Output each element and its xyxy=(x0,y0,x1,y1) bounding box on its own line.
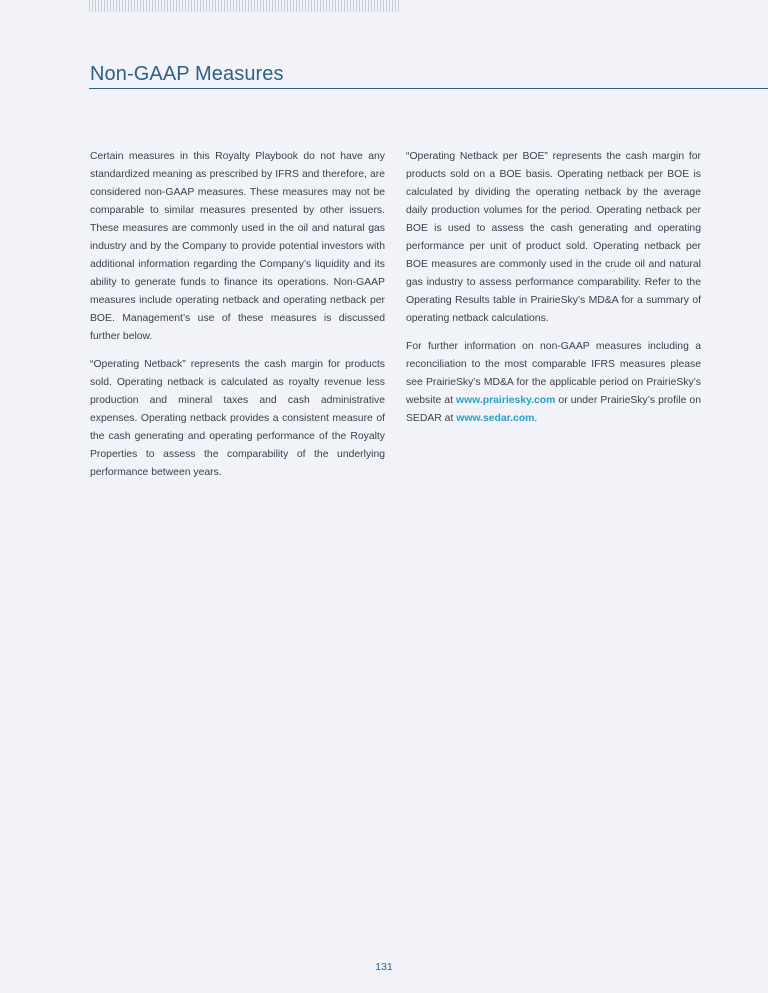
intro-paragraph: Certain measures in this Royalty Playbook do not have any standardized meaning as prescribed by IFRS and therefore, are considered non-GAAP measures. These measures may not be comparable to similar measures presented by other issuers. These measures are commonly used in the oil and natural gas industry and by the Company to provide potential investors with additional information regarding the Company’s liquidity and its ability to generate funds to finance its operations. Non-GAAP measures include operating netback and operating netback per BOE. Management’s use of these measures is discussed further below. xyxy=(90,151,385,342)
right-column xyxy=(406,148,701,438)
header-decoration-stripes xyxy=(89,0,400,12)
left-column xyxy=(90,148,385,492)
sedar-website-link[interactable]: www.sedar.com xyxy=(456,413,535,424)
title-divider xyxy=(89,88,768,89)
operating-netback-per-boe-paragraph: “Operating Netback per BOE” represents the cash margin for products sold on a BOE basis. Operating netback per BOE is calculated by dividing the operating netback by the average daily production volumes for the period. Operating netback per BOE is used to assess the cash generating and operating performance per unit of product sold. Operating netback per BOE measures are commonly used in the crude oil and natural gas industry to assess performance comparability. Refer to the Operating Results table in PrairieSky’s MD&A for a summary of operating netback calculations. xyxy=(406,151,701,324)
prairiesky-website-link[interactable]: www.prairiesky.com xyxy=(456,395,556,406)
page-title: Non-GAAP Measures xyxy=(90,63,284,85)
further-info-text-3: . xyxy=(534,413,538,424)
further-info-text-1: For further information on non-GAAP measures including a reconciliation to the most comparable IFRS measures please see PrairieSky’s MD&A for the applicable period on PrairieSky’s website at xyxy=(406,341,701,406)
further-information-paragraph xyxy=(406,338,701,428)
operating-netback-paragraph: “Operating Netback” represents the cash margin for products sold. Operating netback is calculated as royalty revenue less production and mineral taxes and cash administrative expenses. Operating netback provides a consistent measure of the cash generating and operating performance of the Royalty Properties to assess the comparability of the underlying performance between years. xyxy=(90,359,385,478)
page-number: 131 xyxy=(375,961,393,973)
further-info-text-2: or under PrairieSky’s profile on SEDAR at xyxy=(406,395,701,424)
